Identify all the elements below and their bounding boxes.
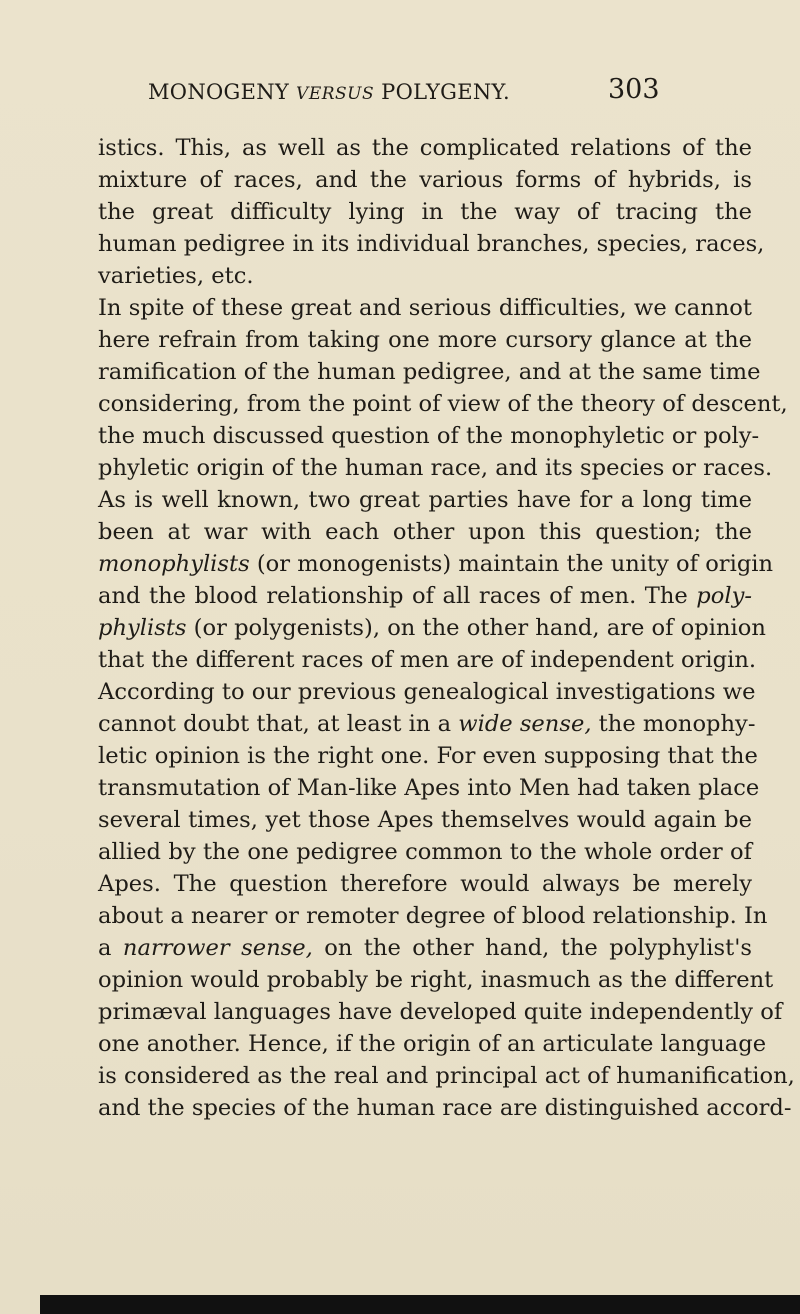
text-line: been at war with each other upon this question; the	[98, 519, 752, 545]
text-run: (or polygenists), on the other hand, are of opinion	[186, 615, 766, 641]
text-line: that the different races of men are of independent origin.	[98, 647, 757, 673]
text-line	[98, 708, 756, 740]
text-line: varieties, etc.	[98, 263, 254, 289]
text-line: letic opinion is the right one. For even supposing that the	[98, 743, 758, 769]
italic-term: wide sense,	[458, 711, 592, 737]
text-line: Apes. The question therefore would always be merely	[98, 871, 752, 897]
italic-term: monophylists	[98, 551, 250, 577]
text-line: considering, from the point of view of the theory of descent,	[98, 391, 788, 417]
text-line: According to our previous genealogical investigations we	[98, 679, 756, 705]
text-line: istics. This, as well as the complicated relations of the	[98, 135, 752, 161]
page-bottom-edge	[40, 1295, 800, 1314]
running-head-middle: VERSUS	[296, 84, 375, 104]
text-run: cannot doubt that, at least in a	[98, 711, 459, 737]
text-line: transmutation of Man-like Apes into Men had taken place	[98, 775, 760, 801]
text-line: human pedigree in its individual branches, species, races,	[98, 231, 765, 257]
text-run: and the blood relationship of all races of men. The	[98, 583, 697, 609]
text-line: about a nearer or remoter degree of blood relationship. In	[98, 903, 768, 929]
text-line: several times, yet those Apes themselves would again be	[98, 807, 752, 833]
italic-term: poly-	[696, 583, 752, 609]
text-line: primæval languages have developed quite independently of	[98, 999, 783, 1025]
italic-term: narrower sense,	[122, 935, 313, 961]
text-line: opinion would probably be right, inasmuch as the different	[98, 967, 774, 993]
text-run: a	[98, 935, 123, 961]
text-line: In spite of these great and serious difficulties, we cannot	[98, 295, 752, 321]
text-line: and the species of the human race are distinguished accord-	[98, 1095, 792, 1121]
running-head-right: POLYGENY.	[381, 80, 510, 104]
text-line: allied by the one pedigree common to the whole order of	[98, 839, 752, 865]
text-line	[98, 612, 766, 644]
running-head-left: MONOGENY	[148, 80, 290, 104]
text-run: on the other hand, the polyphylist's	[312, 935, 753, 961]
text-line: mixture of races, and the various forms of hybrids, is	[98, 167, 752, 193]
text-run: (or monogenists) maintain the unity of origin	[249, 551, 774, 577]
page-number: 303	[608, 74, 660, 105]
running-head	[148, 80, 668, 104]
text-line	[98, 548, 774, 580]
text-line: the much discussed question of the monophyletic or poly-	[98, 423, 760, 449]
text-run: the monophy-	[591, 711, 756, 737]
text-line: the great difficulty lying in the way of tracing the	[98, 199, 752, 225]
body-text	[98, 132, 795, 1124]
text-line	[98, 932, 752, 964]
text-line: ramification of the human pedigree, and at the same time	[98, 359, 761, 385]
text-line: is considered as the real and principal act of humanification,	[98, 1063, 795, 1089]
text-line: here refrain from taking one more cursory glance at the	[98, 327, 752, 353]
text-line	[98, 580, 752, 612]
text-line: one another. Hence, if the origin of an articulate language	[98, 1031, 767, 1057]
text-line: As is well known, two great parties have for a long time	[98, 487, 752, 513]
text-line: phyletic origin of the human race, and its species or races.	[98, 455, 773, 481]
italic-term: phylists	[98, 615, 187, 641]
